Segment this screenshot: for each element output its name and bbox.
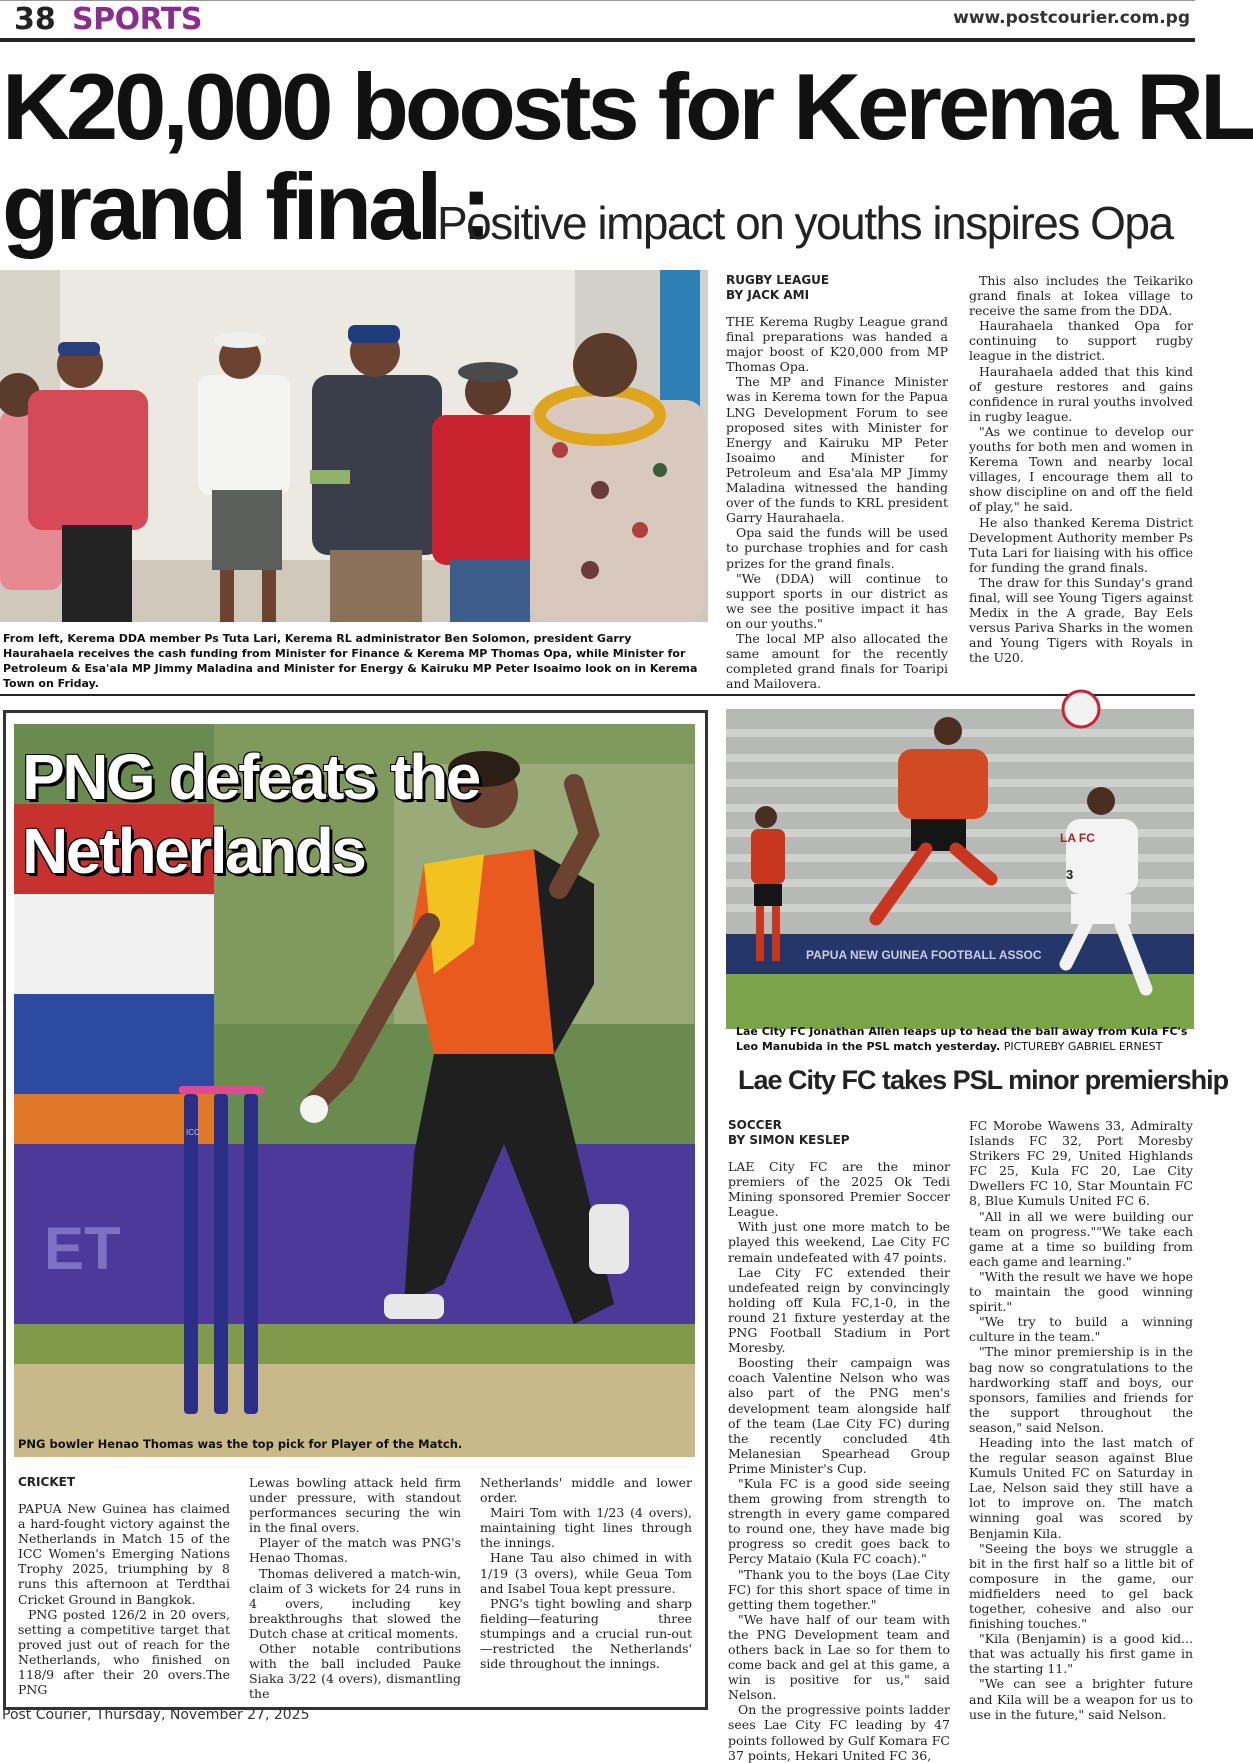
svg-text:ET: ET [44,1215,121,1282]
soccer-headline: Lae City FC takes PSL minor premiership [738,1065,1229,1095]
soccer-match-photo [726,709,1194,1029]
soccer-paragraph: Lae City FC extended their undefeated reign by convincingly holding off Kula FC,1-0, in the round 21 fixture yesterday at the PNG Football Stadium in Port Moresby. [728,1264,950,1356]
website-url[interactable]: www.postcourier.com.pg [953,8,1190,28]
cricket-paragraph: Hane Tau also chimed in with 1/19 (3 overs), while Geua Tom and Isabel Toua kept pressure. [480,1550,692,1596]
main-headline-line2: grand final : [2,154,488,259]
cricket-column-1 [18,1475,230,1697]
cricket-column-3 [480,1475,692,1671]
cricket-paragraph: Other notable contributions with the ball included Pauke Siaka 3/22 (4 overs), dismantling the [249,1641,461,1702]
cricket-paragraph: Mairi Tom with 1/23 (4 overs), maintaining tight lines through the innings. [480,1505,692,1551]
main-headline-line1: K20,000 boosts for Kerema RL [2,54,1253,159]
soccer-paragraph: "We have half of our team with the PNG Development team and others back in Lae so for them to come back and gel at this game, a win is positive for us," said Nelson. [728,1611,950,1703]
cricket-paragraph: PAPUA New Guinea has claimed a hard-fought victory against the Netherlands in Match 15 of the ICC Women's Emerging Nations Trophy 2025, triumphing by 8 runs this afternoon at Terdthai Cricket Ground in Bangkok. [18,1501,230,1607]
rugby-paragraph: "As we continue to develop our youths for both men and women in Kerema Town and nearby local villages, I encourage them all to show discipline on and off the field of play," he said. [969,423,1193,515]
funds-handover-photo [0,270,708,622]
cricket-photo-caption: PNG bowler Henao Thomas was the top pick for Player of the Match. [18,1437,463,1451]
rugby-paragraph: THE Kerema Rugby League grand final preparations was handed a major boost of K20,000 from MP Thomas Opa. [726,314,948,375]
header-rule [0,38,1195,42]
soccer-paragraph: "With the result we have we hope to maintain the good winning spirit." [969,1268,1193,1315]
rugby-column-2 [969,273,1193,665]
soccer-jersey-number: 3 [1066,867,1074,882]
cricket-paragraph: PNG posted 126/2 in 20 overs, setting a competitive target that proved just out of reach for the Netherlands, who finished on 118/9 after their 20 overs.The PNG [18,1606,230,1698]
soccer-paragraph: "All in all we were building our team on progress.""We take each game at a time so building from each game and learning." [969,1208,1193,1269]
soccer-column-2 [969,1118,1193,1722]
soccer-paragraph: Boosting their campaign was coach Valentine Nelson who was also part of the PNG men's development team alongside half of the team (Lae City FC) during the recently concluded 4th Melanesian Spearhead Group Prime Minister's Cup. [728,1355,950,1476]
cricket-headline-line1: PNG defeats the [22,741,479,813]
soccer-byline: BY SIMON KESLEP [728,1133,850,1147]
soccer-paragraph: "Kila (Benjamin) is a good kid... that was actually his first game in the starting 11." [969,1631,1193,1677]
cricket-paragraph: Lewas bowling attack held firm under pressure, with standout performances securing the win in the final overs. [249,1475,461,1536]
soccer-kicker: SOCCER [728,1118,782,1132]
soccer-column-1 [728,1118,950,1763]
funds-handover-illustration [0,270,708,622]
rugby-kicker: RUGBY LEAGUE [726,273,830,287]
rugby-paragraph: The MP and Finance Minister was in Kerema town for the Papua LNG Development Forum to see proposed sites with Minister for Energy and Kairuku MP Peter Isoaimo and Minister for Petroleum and Esa'ala MP Jimmy Maladina witnessed the handing over of the funds to KRL president Garry Haurahaela. [726,374,948,526]
soccer-paragraph: "We try to build a winning culture in the team." [969,1314,1193,1345]
page-number: 38 [14,2,56,37]
footer-dateline: Post Courier, Thursday, November 27, 2025 [2,1707,310,1723]
soccer-paragraph: "We can see a brighter future and Kila will be a weapon for us to use in the future," said Nelson. [969,1676,1193,1722]
soccer-jersey-text: LA FC [1060,831,1095,845]
main-subheadline: Positive impact on youths inspires Opa [437,197,1173,249]
funds-handover-caption: From left, Kerema DDA member Ps Tuta Lari, Kerema RL administrator Ben Solomon, president Garry Haurahaela receives the cash funding from Minister for Finance & Kerema MP Thomas Opa, while Minister for Petroleum & Esa'ala MP Jimmy Maladina and Minister for Energy & Kairuku MP Peter Isoaimo look on in Kerema Town on Friday. [3,632,698,690]
soccer-paragraph: FC Morobe Wawens 33, Admiralty Islands FC 32, Port Moresby Strikers FC 29, United Highlands FC 25, Kula FC 20, Lae City Dwellers FC 10, Star Mountain FC 8, Blue Kumuls United FC 6. [969,1118,1193,1209]
cricket-kicker: CRICKET [18,1475,75,1489]
rugby-paragraph: "We (DDA) will continue to support sports in our district as we see the positive impact it has on our youths." [726,570,948,631]
stump-label: ICC [186,1128,200,1137]
soccer-banner-text: PAPUA NEW GUINEA FOOTBALL ASSOC [806,948,1042,962]
cricket-headline [22,740,479,888]
soccer-paragraph: With just one more match to be played this weekend, Lae City FC remain undefeated with 47 points. [728,1219,950,1265]
soccer-paragraph: "The minor premiership is in the bag now so congratulations to the hardworking staff and boys, our sponsors, families and friends for the support throughout the season," said Nelson. [969,1344,1193,1435]
soccer-paragraph: "Kula FC is a good side seeing them growing from strength to strength in every game compared to round one, they have made big progress so credit goes back to Percy Mataio (Kula FC coach)." [728,1475,950,1567]
cricket-paragraph: PNG's tight bowling and sharp fielding—featuring three stumpings and a crucial run-out—restricted the Netherlands' side throughout the innings. [480,1595,692,1672]
rugby-paragraph: He also thanked Kerema District Development Authority member Ps Tuta Lari for liaising with his office for funding the grand finals. [969,514,1193,575]
top-hairline [0,0,1195,1]
cricket-paragraph: Netherlands' middle and lower order. [480,1475,692,1506]
rugby-paragraph: This also includes the Teikariko grand finals at Iokea village to receive the same from the DDA. [969,273,1193,319]
soccer-paragraph: Heading into the last match of the regular season against Blue Kumuls United FC on Saturday in Lae, Nelson said they still have a lot to improve on. The match winning goal was scored by Benjamin Kila. [969,1434,1193,1541]
cricket-paragraph: Player of the match was PNG's Henao Thomas. [249,1535,461,1566]
section-label: SPORTS [72,2,202,37]
soccer-paragraph: LAE City FC are the minor premiers of the 2025 Ok Tedi Mining sponsored Premier Soccer League. [728,1159,950,1220]
soccer-caption-text: Lae City FC Jonathan Allen leaps up to head the ball away from Kula FC's Leo Manubida in the PSL match yesterday. [736,1025,1188,1053]
cricket-paragraph: Thomas delivered a match-win, claim of 3 wickets for 24 runs in 4 overs, including key breakthroughs that slowed the Dutch chase at critical moments. [249,1565,461,1641]
rugby-paragraph: Haurahaela thanked Opa for continuing to support rugby league in the district. [969,318,1193,364]
soccer-photo-credit: PICTUREBY GABRIEL ERNEST [1003,1040,1163,1053]
soccer-match-illustration [726,709,1194,1029]
cricket-column-2 [249,1475,461,1701]
soccer-paragraph: "Thank you to the boys (Lae City FC) for this short space of time in getting them together." [728,1566,950,1612]
rugby-byline: BY JACK AMI [726,288,810,302]
rugby-paragraph: The local MP also allocated the same amount for the recently completed grand finals for Toaripi and Mailovera. [726,630,948,692]
rugby-paragraph: Haurahaela added that this kind of gesture restores and gains confidence in rural youths involved in rugby league. [969,363,1193,424]
rugby-paragraph: Opa said the funds will be used to purchase trophies and for cash prizes for the grand finals. [726,525,948,571]
soccer-photo-caption [736,1024,1188,1054]
cricket-headline-line2: Netherlands [22,815,365,887]
soccer-paragraph: "Seeing the boys we struggle a bit in the first half so a little bit of composure in the game, our midfielders need to gel back together, cohesive and also our finishing touches." [969,1540,1193,1632]
section-divider [0,694,1195,696]
rugby-paragraph: The draw for this Sunday's grand final, will see Young Tigers against Medix in the A grade, Bay Eels versus Pariva Sharks in the women and Young Tigers with Royals in the U20. [969,574,1193,666]
rugby-column-1 [726,273,948,691]
soccer-paragraph: On the progressive points ladder sees Lae City FC leading by 47 points followed by Gulf Komara FC 37 points, Hekari United FC 36, [728,1702,950,1763]
